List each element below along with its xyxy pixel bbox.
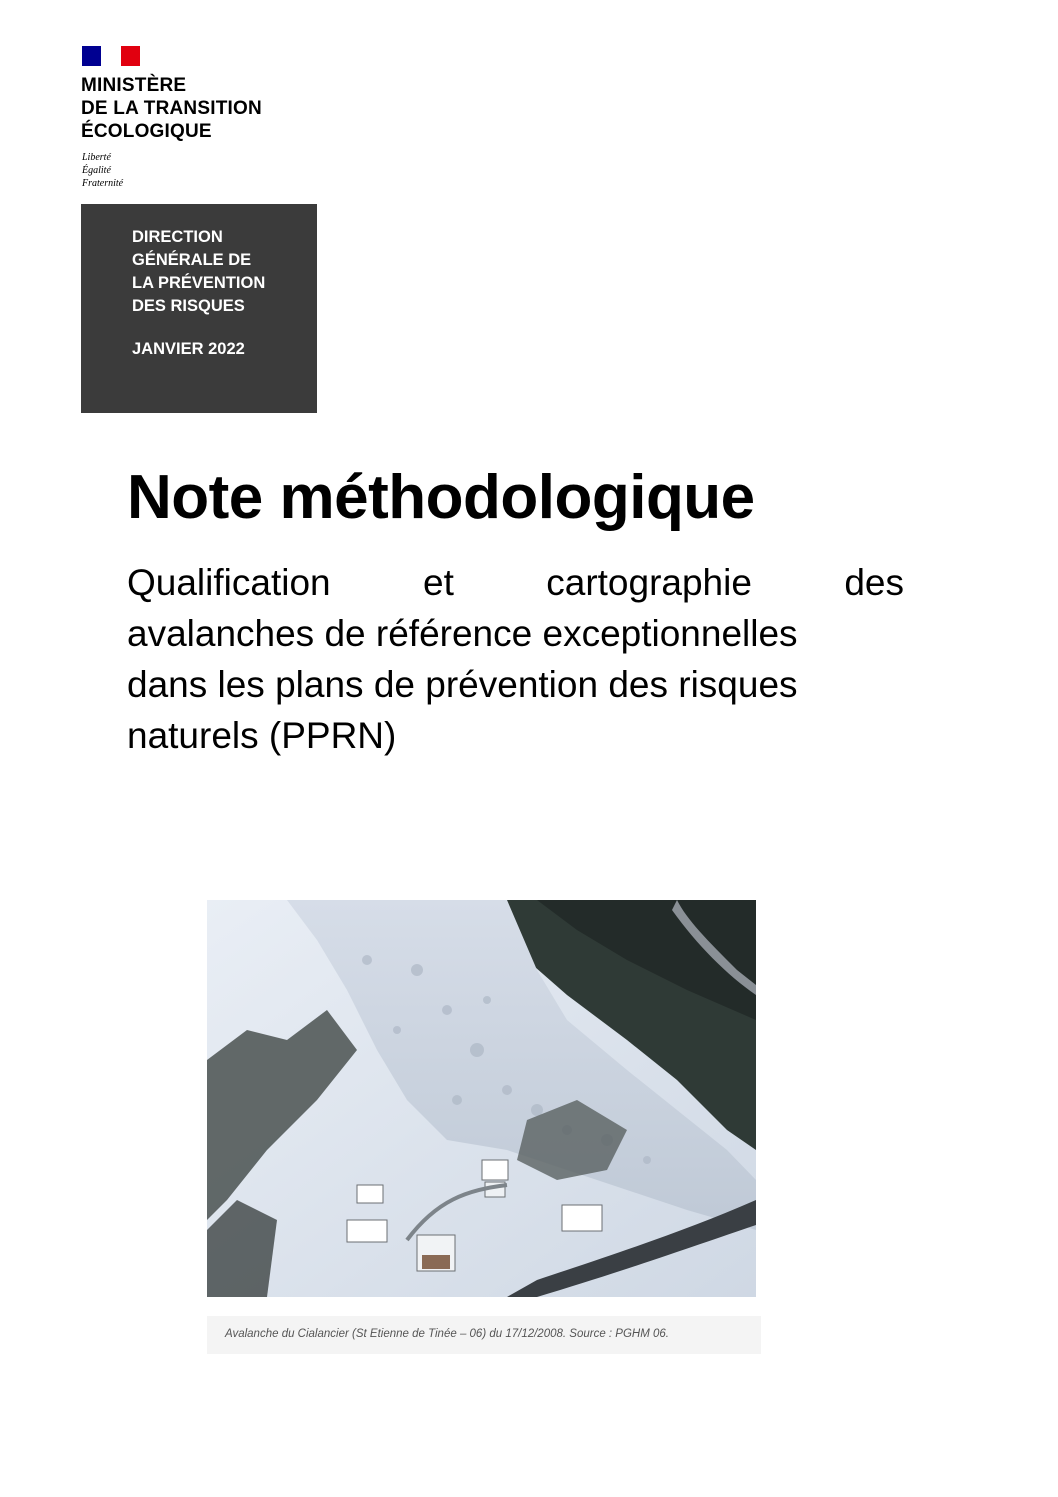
direction-line: DES RISQUES [132, 297, 245, 315]
ministry-name [81, 74, 341, 143]
motto-line: Fraternité [82, 178, 124, 189]
direction-line: GÉNÉRALE DE [132, 251, 252, 269]
direction-name [132, 226, 265, 318]
figure-caption: Avalanche du Cialancier (St Etienne de Tinée – 06) du 17/12/2008. Source : PGHM 06. [225, 1328, 669, 1340]
direction-line: LA PRÉVENTION [132, 274, 266, 292]
subtitle-line [127, 557, 904, 608]
avalanche-photo [207, 900, 756, 1297]
ministry-line: ÉCOLOGIQUE [81, 121, 212, 142]
subtitle-line: naturels (PPRN) [127, 715, 397, 756]
flag-blue-stripe [82, 46, 101, 66]
subtitle-word: Qualification [127, 562, 331, 603]
subtitle-word: et [423, 562, 454, 603]
flag-red-stripe [121, 46, 140, 66]
ministry-line: MINISTÈRE [81, 75, 187, 96]
subtitle-word: cartographie [546, 562, 752, 603]
motto-line: Égalité [82, 165, 111, 176]
subtitle-line: dans les plans de prévention des risques [127, 664, 798, 705]
flag-white-stripe [101, 46, 120, 66]
marianne-flag-logo [82, 46, 140, 66]
direction-line: DIRECTION [132, 228, 223, 246]
republic-motto [82, 151, 123, 190]
subtitle-word: des [844, 562, 904, 603]
motto-line: Liberté [82, 152, 111, 163]
figure-caption-band [207, 1316, 761, 1354]
publication-date: JANVIER 2022 [132, 340, 245, 358]
document-subtitle [127, 557, 904, 761]
subtitle-line: avalanches de référence exceptionnelles [127, 613, 798, 654]
document-title: Note méthodologique [127, 463, 755, 532]
direction-box [81, 204, 317, 413]
ministry-line: DE LA TRANSITION [81, 98, 262, 119]
